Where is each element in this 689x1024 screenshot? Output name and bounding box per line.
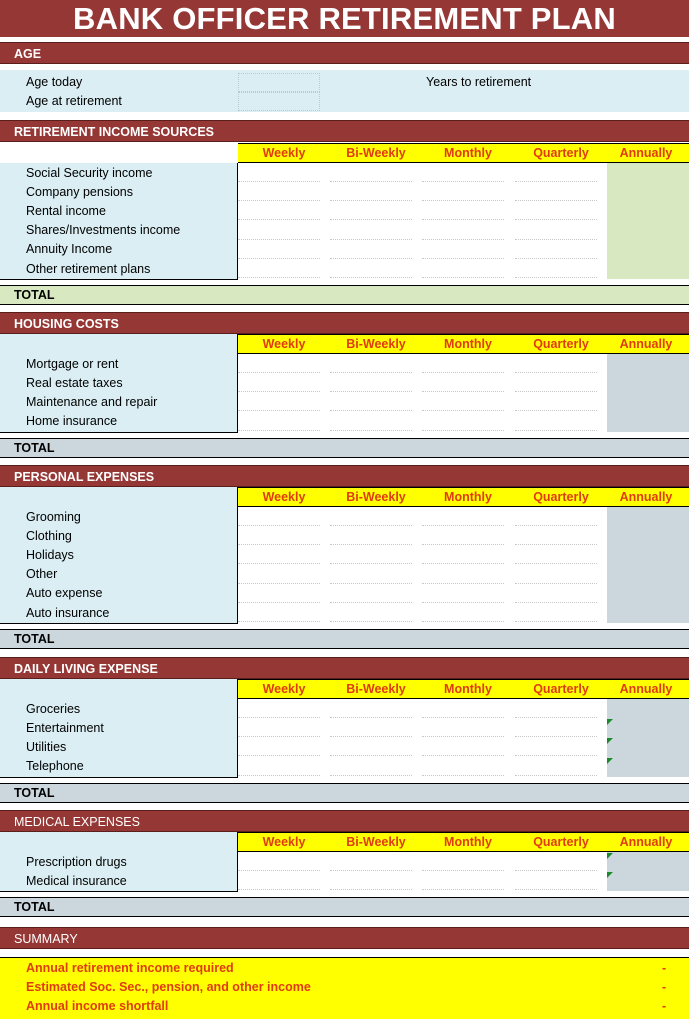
section-heading-personal: PERSONAL EXPENSES [0, 465, 689, 487]
amount-cell-biweekly[interactable] [330, 240, 412, 259]
summary-estimated-income-label: Estimated Soc. Sec., pension, and other income [26, 980, 311, 994]
amount-cell-weekly[interactable] [238, 526, 320, 545]
summary-shortfall-label: Annual income shortfall [26, 999, 169, 1013]
column-header-monthly: Monthly [444, 146, 492, 160]
section-heading-income: RETIREMENT INCOME SOURCES [0, 120, 689, 142]
amount-cell-monthly[interactable] [422, 526, 504, 545]
amount-cell-quarterly[interactable] [515, 718, 597, 737]
amount-cell-monthly[interactable] [422, 221, 504, 240]
summary-shortfall-value: - [662, 999, 667, 1013]
daily-total-row: TOTAL [0, 783, 689, 803]
amount-cell-quarterly[interactable] [515, 354, 597, 373]
amount-cell-weekly[interactable] [238, 603, 320, 622]
amount-cell-quarterly[interactable] [515, 565, 597, 584]
column-header-quarterly: Quarterly [533, 835, 589, 849]
amount-cell-monthly[interactable] [422, 182, 504, 201]
page-title: BANK OFFICER RETIREMENT PLAN [0, 0, 689, 37]
row-label: Clothing [26, 528, 72, 543]
amount-cell-weekly[interactable] [238, 373, 320, 392]
amount-cell-biweekly[interactable] [330, 526, 412, 545]
column-header-weekly: Weekly [262, 490, 306, 504]
amount-cell-weekly[interactable] [238, 392, 320, 411]
amount-cell-biweekly[interactable] [330, 507, 412, 526]
amount-cell-quarterly[interactable] [515, 545, 597, 564]
amount-cell-weekly[interactable] [238, 412, 320, 431]
medical-annual-column [607, 852, 689, 891]
row-label: Home insurance [26, 414, 118, 429]
amount-cell-monthly[interactable] [422, 412, 504, 431]
summary-box [0, 957, 689, 1019]
housing-total-row: TOTAL [0, 438, 689, 458]
amount-cell-weekly[interactable] [238, 240, 320, 259]
row-label: Medical insurance [26, 873, 127, 888]
section-heading-housing: HOUSING COSTS [0, 312, 689, 334]
amount-cell-quarterly[interactable] [515, 852, 597, 871]
amount-cell-monthly[interactable] [422, 565, 504, 584]
amount-cell-biweekly[interactable] [330, 737, 412, 756]
housing-column-header [238, 334, 689, 354]
amount-cell-weekly[interactable] [238, 545, 320, 564]
amount-cell-weekly[interactable] [238, 852, 320, 871]
age-today-label: Age today [26, 75, 83, 89]
row-label: Groceries [26, 701, 81, 716]
column-header-biweekly: Bi-Weekly [346, 835, 406, 849]
column-header-weekly: Weekly [262, 146, 306, 160]
row-label: Annuity Income [26, 242, 113, 257]
column-header-monthly: Monthly [444, 835, 492, 849]
column-header-biweekly: Bi-Weekly [346, 682, 406, 696]
row-label: Auto insurance [26, 605, 110, 620]
row-label: Utilities [26, 739, 67, 754]
amount-cell-quarterly[interactable] [515, 182, 597, 201]
amount-cell-monthly[interactable] [422, 392, 504, 411]
row-label: Telephone [26, 759, 84, 774]
column-header-biweekly: Bi-Weekly [346, 337, 406, 351]
personal-annual-column [607, 507, 689, 623]
amount-cell-quarterly[interactable] [515, 240, 597, 259]
row-label: Grooming [26, 509, 81, 524]
income-total-row: TOTAL [0, 285, 689, 305]
amount-cell-weekly[interactable] [238, 565, 320, 584]
column-header-monthly: Monthly [444, 490, 492, 504]
row-label: Auto expense [26, 586, 103, 601]
column-header-monthly: Monthly [444, 682, 492, 696]
column-header-annually: Annually [619, 490, 673, 504]
medical-total-row: TOTAL [0, 897, 689, 917]
amount-cell-weekly[interactable] [238, 871, 320, 890]
column-header-quarterly: Quarterly [533, 337, 589, 351]
amount-cell-weekly[interactable] [238, 699, 320, 718]
amount-cell-biweekly[interactable] [330, 182, 412, 201]
amount-cell-monthly[interactable] [422, 584, 504, 603]
section-heading-age: AGE [0, 42, 689, 64]
amount-cell-quarterly[interactable] [515, 373, 597, 392]
row-label: Real estate taxes [26, 375, 123, 390]
row-label: Shares/Investments income [26, 223, 181, 238]
amount-cell-weekly[interactable] [238, 757, 320, 776]
amount-cell-quarterly[interactable] [515, 757, 597, 776]
amount-cell-biweekly[interactable] [330, 545, 412, 564]
row-label: Prescription drugs [26, 854, 127, 869]
amount-cell-quarterly[interactable] [515, 507, 597, 526]
amount-cell-quarterly[interactable] [515, 392, 597, 411]
amount-cell-biweekly[interactable] [330, 259, 412, 278]
row-label: Holidays [26, 547, 74, 562]
amount-cell-weekly[interactable] [238, 584, 320, 603]
row-label: Maintenance and repair [26, 394, 158, 409]
column-header-weekly: Weekly [262, 835, 306, 849]
row-label: Other retirement plans [26, 261, 151, 276]
amount-cell-monthly[interactable] [422, 507, 504, 526]
amount-cell-monthly[interactable] [422, 603, 504, 622]
income-annual-column [607, 163, 689, 279]
amount-cell-quarterly[interactable] [515, 584, 597, 603]
row-label: Rental income [26, 203, 106, 218]
amount-cell-monthly[interactable] [422, 259, 504, 278]
amount-cell-quarterly[interactable] [515, 221, 597, 240]
amount-cell-biweekly[interactable] [330, 852, 412, 871]
amount-cell-biweekly[interactable] [330, 163, 412, 182]
section-heading-daily: DAILY LIVING EXPENSE [0, 657, 689, 679]
amount-cell-weekly[interactable] [238, 163, 320, 182]
amount-cell-quarterly[interactable] [515, 259, 597, 278]
age-at-retirement-input[interactable] [238, 92, 320, 111]
amount-cell-quarterly[interactable] [515, 737, 597, 756]
column-header-monthly: Monthly [444, 337, 492, 351]
comment-indicator-icon [607, 853, 613, 859]
age-at-retirement-label: Age at retirement [26, 94, 122, 108]
column-header-annually: Annually [619, 337, 673, 351]
comment-indicator-icon [607, 719, 613, 725]
column-header-weekly: Weekly [262, 337, 306, 351]
amount-cell-biweekly[interactable] [330, 565, 412, 584]
amount-cell-monthly[interactable] [422, 240, 504, 259]
section-heading-summary: SUMMARY [0, 927, 689, 949]
amount-cell-quarterly[interactable] [515, 412, 597, 431]
amount-cell-weekly[interactable] [238, 507, 320, 526]
amount-cell-monthly[interactable] [422, 373, 504, 392]
amount-cell-quarterly[interactable] [515, 603, 597, 622]
amount-cell-quarterly[interactable] [515, 699, 597, 718]
amount-cell-weekly[interactable] [238, 221, 320, 240]
medical-column-header [238, 832, 689, 852]
personal-column-header [238, 487, 689, 507]
amount-cell-monthly[interactable] [422, 545, 504, 564]
row-label: Mortgage or rent [26, 356, 119, 371]
amount-cell-biweekly[interactable] [330, 221, 412, 240]
row-label: Entertainment [26, 720, 104, 735]
amount-cell-biweekly[interactable] [330, 584, 412, 603]
amount-cell-biweekly[interactable] [330, 718, 412, 737]
amount-cell-biweekly[interactable] [330, 699, 412, 718]
amount-cell-weekly[interactable] [238, 718, 320, 737]
amount-cell-biweekly[interactable] [330, 201, 412, 220]
amount-cell-monthly[interactable] [422, 201, 504, 220]
amount-cell-biweekly[interactable] [330, 412, 412, 431]
daily-column-header [238, 679, 689, 699]
daily-annual-column [607, 699, 689, 777]
amount-cell-monthly[interactable] [422, 163, 504, 182]
amount-cell-biweekly[interactable] [330, 373, 412, 392]
amount-cell-biweekly[interactable] [330, 757, 412, 776]
column-header-annually: Annually [619, 835, 673, 849]
column-header-annually: Annually [619, 146, 673, 160]
section-heading-medical: MEDICAL EXPENSES [0, 810, 689, 832]
income-column-header [238, 143, 689, 163]
amount-cell-quarterly[interactable] [515, 526, 597, 545]
column-header-biweekly: Bi-Weekly [346, 490, 406, 504]
column-header-quarterly: Quarterly [533, 146, 589, 160]
amount-cell-monthly[interactable] [422, 718, 504, 737]
column-header-annually: Annually [619, 682, 673, 696]
summary-income-required-label: Annual retirement income required [26, 961, 234, 975]
column-header-weekly: Weekly [262, 682, 306, 696]
amount-cell-quarterly[interactable] [515, 163, 597, 182]
amount-cell-monthly[interactable] [422, 699, 504, 718]
amount-cell-monthly[interactable] [422, 757, 504, 776]
housing-annual-column [607, 354, 689, 432]
amount-cell-weekly[interactable] [238, 182, 320, 201]
personal-total-row: TOTAL [0, 629, 689, 649]
amount-cell-monthly[interactable] [422, 737, 504, 756]
amount-cell-biweekly[interactable] [330, 392, 412, 411]
column-header-biweekly: Bi-Weekly [346, 146, 406, 160]
amount-cell-monthly[interactable] [422, 852, 504, 871]
amount-cell-biweekly[interactable] [330, 354, 412, 373]
row-label: Social Security income [26, 165, 153, 180]
amount-cell-monthly[interactable] [422, 871, 504, 890]
age-section [0, 70, 689, 112]
amount-cell-quarterly[interactable] [515, 201, 597, 220]
amount-cell-weekly[interactable] [238, 354, 320, 373]
amount-cell-weekly[interactable] [238, 259, 320, 278]
comment-indicator-icon [607, 738, 613, 744]
amount-cell-weekly[interactable] [238, 737, 320, 756]
summary-estimated-income-value: - [662, 980, 667, 994]
amount-cell-biweekly[interactable] [330, 871, 412, 890]
column-header-quarterly: Quarterly [533, 682, 589, 696]
column-header-quarterly: Quarterly [533, 490, 589, 504]
comment-indicator-icon [607, 872, 613, 878]
age-today-input[interactable] [238, 73, 320, 92]
amount-cell-weekly[interactable] [238, 201, 320, 220]
amount-cell-biweekly[interactable] [330, 603, 412, 622]
amount-cell-quarterly[interactable] [515, 871, 597, 890]
years-to-retirement-label: Years to retirement [426, 75, 532, 89]
row-label: Company pensions [26, 184, 134, 199]
row-label: Other [26, 567, 58, 582]
amount-cell-monthly[interactable] [422, 354, 504, 373]
summary-income-required-value: - [662, 961, 667, 975]
comment-indicator-icon [607, 758, 613, 764]
